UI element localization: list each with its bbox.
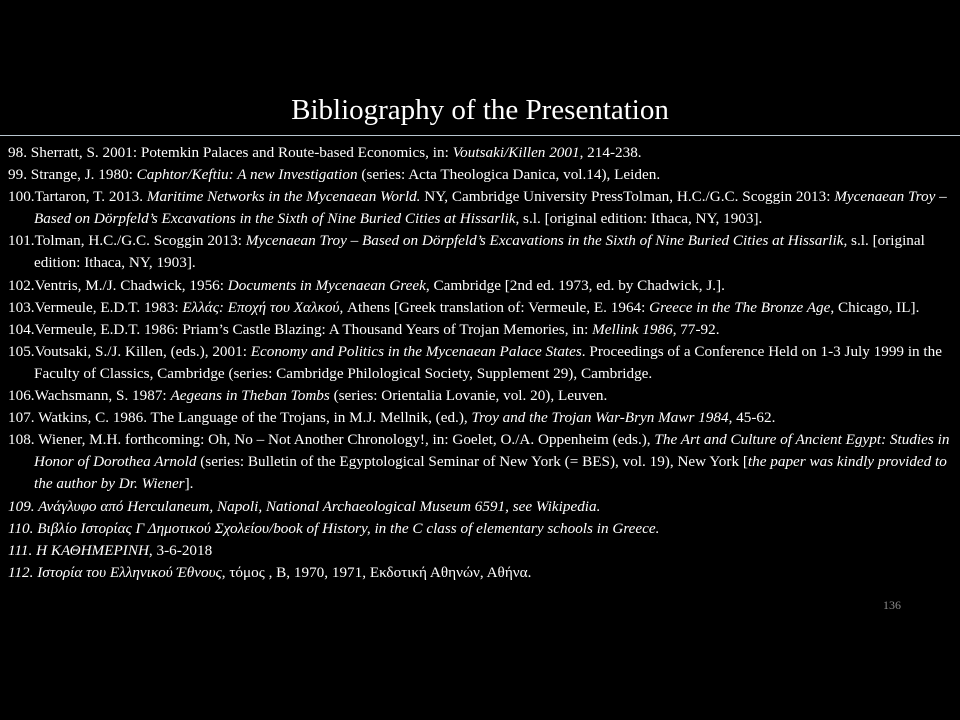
entry-text: , Chicago, IL]. (830, 298, 920, 316)
entry-italic-text: 111. Η ΚΑΘΗΜΕΡΙΝΗ (8, 541, 149, 559)
entry-italic-text: Voutsaki/Killen 2001 (452, 144, 580, 161)
entry-text: 106.Wachsmann, S. 1987: (8, 387, 171, 405)
bibliography-entry (8, 518, 952, 540)
entry-italic-text: Mycenaean Troy – Based on Dörpfeld’s Excavations in the Sixth of Nine Buried Cities at Hissarlik (245, 232, 844, 250)
entry-italic-text: Aegeans in Theban Tombs (170, 387, 330, 405)
bibliography-entry (8, 407, 952, 429)
bibliography-list (8, 142, 952, 584)
entry-text: 99. Strange, J. 1980: (8, 166, 137, 184)
entry-text: , s.l. [original edition: Ithaca, NY, 1903]. (34, 232, 925, 272)
bibliography-entry (8, 562, 952, 584)
bibliography-entry (8, 341, 952, 385)
entry-text: 105.Voutsaki, S./J. Killen, (eds.), 2001: (8, 342, 251, 360)
entry-italic-text: the paper was kindly provided to the author by Dr. Wiener (34, 453, 947, 493)
entry-text: . Proceedings of a Conference Held on 1-3 July 1999 in the Faculty of Classics, Cambridge (series: Cambridge Philological Society, Supplement 29), Cambridge. (34, 342, 942, 382)
entry-italic-text: 112. Ιστορία του Ελληνικού Έθνους (8, 563, 222, 581)
entry-italic-text: Caphtor/Keftiu: A new Investigation (136, 166, 358, 184)
bibliography-entry (8, 142, 952, 164)
slide-title: Bibliography of the Presentation (291, 94, 669, 126)
entry-text: ]. (184, 475, 194, 493)
entry-text: , s.l. [original edition: Ithaca, NY, 1903]. (515, 210, 763, 228)
bibliography-entry (8, 496, 952, 518)
entry-text: NY, Cambridge University PressTolman, H.C./G.C. Scoggin 2013: (420, 188, 835, 206)
entry-italic-text: Greece in the The Bronze Age (649, 298, 831, 316)
bibliography-entry (8, 429, 952, 495)
entry-text: , 45-62. (728, 409, 776, 427)
entry-italic-text: Troy and the Trojan War-Bryn Mawr 1984 (471, 409, 729, 427)
entry-text: , 3-6-2018 (148, 541, 213, 559)
bibliography-entry (8, 275, 952, 297)
entry-text: 103.Vermeule, E.D.T. 1983: (8, 298, 183, 316)
entry-text: (series: Orientalia Lovanie, vol. 20), Leuven. (329, 387, 608, 405)
bibliography-entry (8, 385, 952, 407)
entry-italic-text: Mellink 1986 (592, 320, 673, 338)
entry-text: , Athens [Greek translation of: Vermeule, E. 1964: (339, 298, 650, 316)
bibliography-entry (8, 319, 952, 341)
entry-text: (series: Bulletin of the Egyptological Seminar of New York (= BES), vol. 19), New York [ (196, 453, 748, 471)
entry-text: 98. Sherratt, S. 2001: Potemkin Palaces and Route-based Economics, in: (8, 144, 453, 161)
page-number: 136 (883, 598, 901, 612)
entry-italic-text: Mycenaean Troy – Based on Dörpfeld’s Excavations in the Sixth of Nine Buried Cities at Hissarlik (34, 188, 947, 228)
bibliography-entry (8, 540, 952, 562)
entry-italic-text: Maritime Networks in the Mycenaean World. (146, 188, 421, 206)
entry-text: 108. Wiener, M.H. forthcoming: Oh, No – Not Another Chronology!, in: Goelet, O./A. Oppenheim (eds.), (8, 431, 655, 449)
entry-text: 101.Tolman, H.C./G.C. Scoggin 2013: (8, 232, 246, 250)
entry-italic-text: Economy and Politics in the Mycenaean Palace States (250, 342, 582, 360)
entry-text: , 214-238. (579, 144, 642, 161)
entry-italic-text: Documents in Mycenaean Greek (227, 276, 426, 294)
entry-italic-text: Ελλάς: Εποχή του Χαλκού (182, 298, 340, 316)
bibliography-entry (8, 230, 952, 274)
bibliography-entry (8, 297, 952, 319)
entry-italic-text: 109. Ανάγλυφο από Herculaneum, Napoli, National Archaeological Museum 6591, see Wikipedia. (8, 497, 601, 515)
entry-text: 107. Watkins, C. 1986. The Language of the Trojans, in M.J. Mellnik, (ed.), (8, 409, 472, 427)
entry-text: , 77-92. (672, 320, 720, 338)
entry-text: 104.Vermeule, E.D.T. 1986: Priam’s Castle Blazing: A Thousand Years of Trojan Memories, in: (8, 320, 593, 338)
entry-text: , τόμος , Β, 1970, 1971, Εκδοτική Αθηνών, Αθήνα. (221, 563, 532, 581)
entry-text: 100.Tartaron, T. 2013. (8, 188, 147, 206)
entry-text: 102.Ventris, M./J. Chadwick, 1956: (8, 276, 228, 294)
entry-text: (series: Acta Theologica Danica, vol.14), Leiden. (357, 166, 661, 184)
bibliography-entry (8, 164, 952, 186)
entry-italic-text: The Art and Culture of Ancient Egypt: Studies in Honor of Dorothea Arnold (34, 431, 950, 471)
entry-text: , Cambridge [2nd ed. 1973, ed. by Chadwick, J.]. (425, 276, 725, 294)
title-divider (0, 135, 960, 136)
bibliography-entry (8, 186, 952, 230)
entry-italic-text: 110. Βιβλίο Ιστορίας Γ Δημοτικού Σχολείου/book of History, in the C class of elementary schools in Greece. (8, 519, 660, 537)
